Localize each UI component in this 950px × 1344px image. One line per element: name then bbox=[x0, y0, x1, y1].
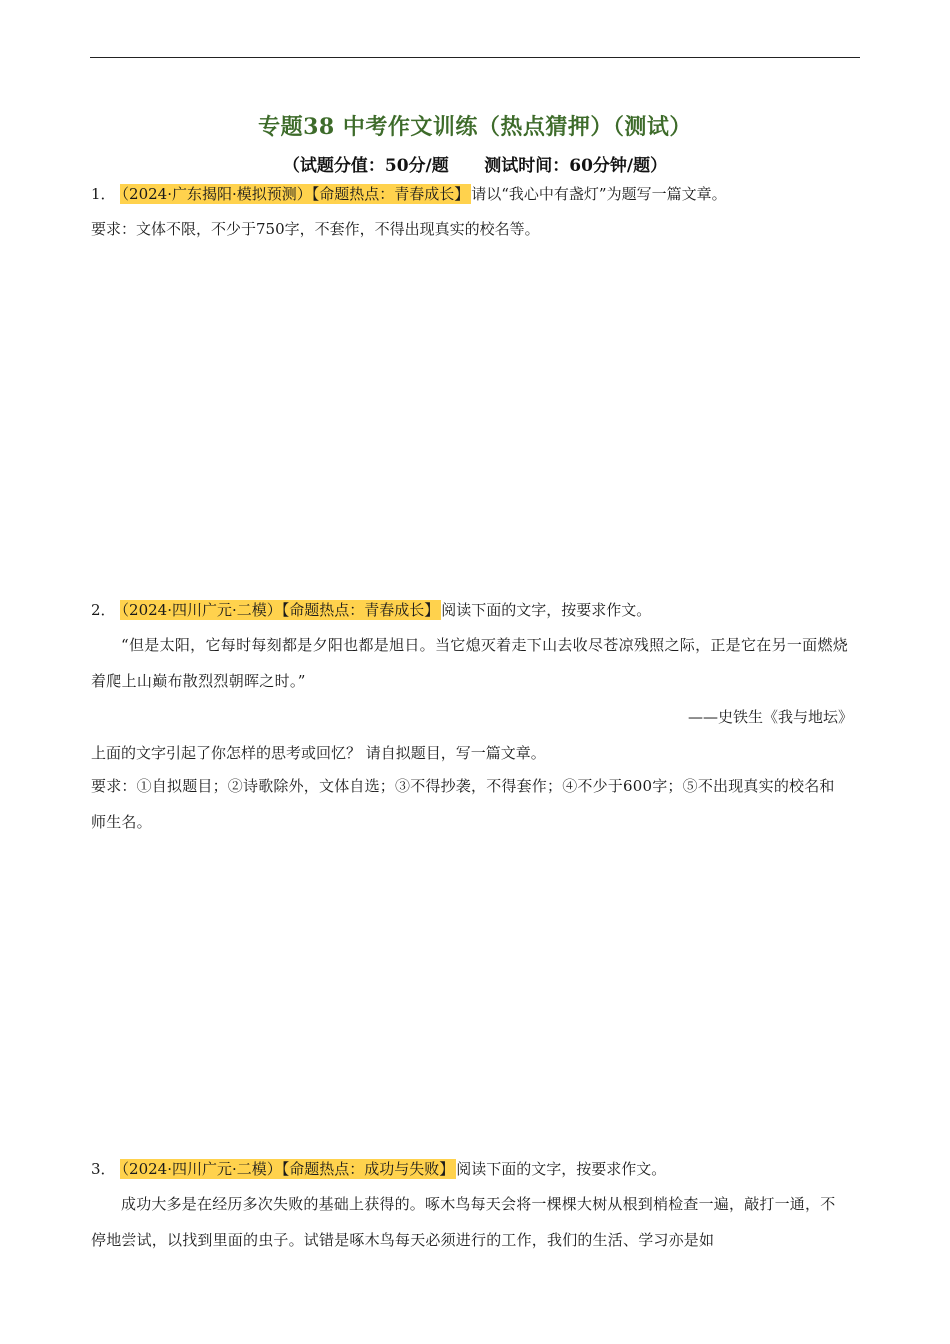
question-tag-highlight: （2024·广东揭阳·模拟预测）【命题热点：青春成长】 bbox=[121, 185, 470, 203]
question-2-requirement: 要求：①自拟题目；②诗歌除外，文体自选；③不得抄袭，不得套作；④不少于600字；⑤不出现真实的校名和师生名。 bbox=[91, 777, 835, 831]
question-prompt: 请以“我心中有盏灯”为题写一篇文章。 bbox=[471, 185, 727, 203]
question-2-quote: “但是太阳，它每时每刻都是夕阳也都是旭日。当它熄灭着走下山去收尽苍凉残照之际，正是它在另一面燃烧着爬上山巅布散烈烈朝晖之时。” bbox=[91, 636, 849, 690]
question-1-requirement: 要求：文体不限，不少于750字，不套作，不得出现真实的校名等。 bbox=[91, 220, 540, 238]
question-prompt: 阅读下面的文字，按要求作文。 bbox=[456, 1160, 667, 1178]
page-subtitle: （试题分值：50分/题 测试时间：60分钟/题） bbox=[282, 156, 668, 176]
header-rule bbox=[90, 57, 860, 58]
question-tag-highlight: （2024·四川广元·二模）【命题热点：成功与失败】 bbox=[121, 1160, 455, 1178]
question-3-header bbox=[91, 1158, 666, 1180]
question-number: 3． bbox=[91, 1160, 116, 1178]
page-title: 专题38 中考作文训练（热点猜押）（测试） bbox=[258, 114, 692, 140]
question-number: 2． bbox=[91, 601, 116, 619]
question-2-header bbox=[91, 599, 651, 621]
question-2-attribution: ——史铁生《我与地坛》 bbox=[687, 708, 853, 726]
question-1-header bbox=[91, 183, 727, 205]
question-tag-highlight: （2024·四川广元·二模）【命题热点：青春成长】 bbox=[121, 601, 440, 619]
question-prompt: 阅读下面的文字，按要求作文。 bbox=[441, 601, 652, 619]
question-2-question-text: 上面的文字引起了你怎样的思考或回忆？ 请自拟题目，写一篇文章。 bbox=[91, 744, 546, 762]
question-number: 1． bbox=[91, 185, 116, 203]
question-3-passage: 成功大多是在经历多次失败的基础上获得的。啄木鸟每天会将一棵棵大树从根到梢检查一遍，敲打一通，不停地尝试，以找到里面的虫子。试错是啄木鸟每天必须进行的工作，我们的生活、学习亦是如 bbox=[91, 1195, 836, 1249]
